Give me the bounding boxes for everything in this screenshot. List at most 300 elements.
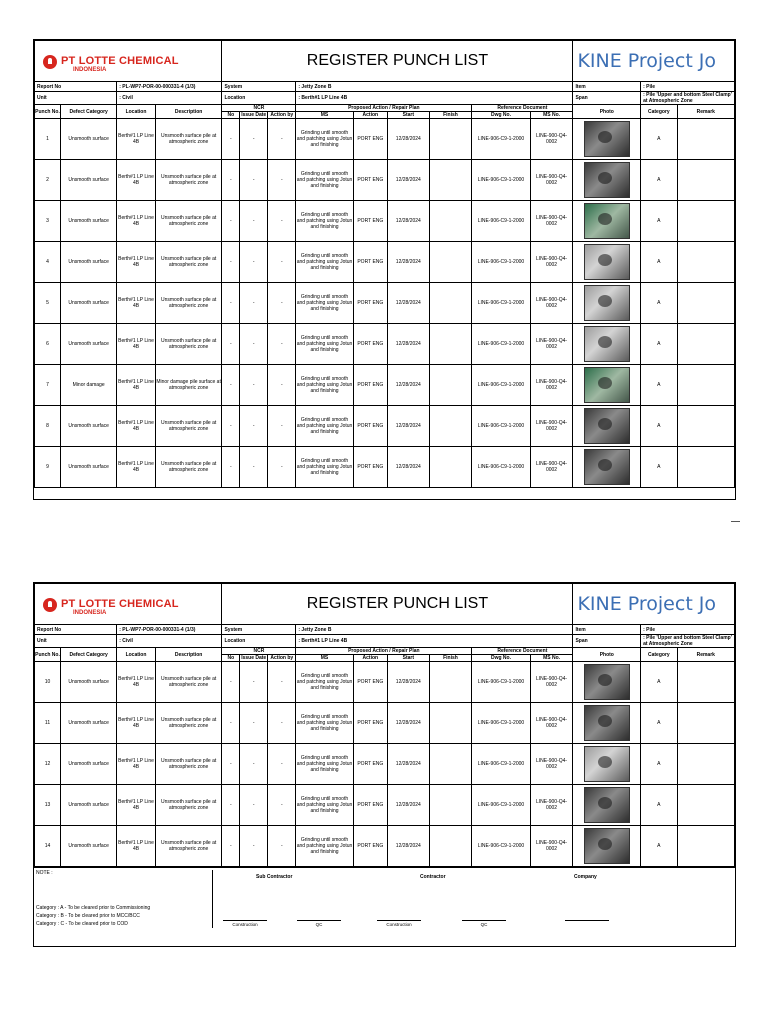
photo-cell: [573, 119, 641, 160]
action-cell: PORT ENG: [353, 406, 387, 447]
item-value: : Pile: [641, 625, 735, 635]
ncr-no-cell: -: [222, 447, 240, 488]
company-label: Company: [574, 874, 597, 880]
ncr-no-cell: -: [222, 662, 240, 703]
col-ms: MS: [296, 655, 353, 662]
dwg-no-cell: LINE-906-C9-1-2000: [472, 160, 530, 201]
col-ncr: NCR: [222, 648, 296, 655]
col-proposed: Proposed Action / Repair Plan: [296, 648, 472, 655]
action-cell: PORT ENG: [353, 703, 387, 744]
ms-no-cell: LINE-900-Q4-0002: [530, 447, 573, 488]
col-ncr-action-by: Action by: [268, 655, 296, 662]
report-no-value: : PL-WP7-POR-00-000331-4 (1/3): [117, 82, 222, 92]
defect-photo: [584, 408, 630, 444]
dwg-no-cell: LINE-906-C9-1-2000: [472, 201, 530, 242]
ms-no-cell: LINE-900-Q4-0002: [530, 703, 573, 744]
dwg-no-cell: LINE-906-C9-1-2000: [472, 744, 530, 785]
header-table: [34, 40, 735, 488]
col-location: Location: [117, 105, 156, 119]
finish-date-cell: [429, 242, 472, 283]
start-date-cell: 12/28/2024: [388, 242, 430, 283]
dwg-no-cell: LINE-906-C9-1-2000: [472, 242, 530, 283]
col-reference: Reference Document: [472, 648, 573, 655]
ncr-action-by-cell: -: [268, 324, 296, 365]
category-cell: A: [641, 283, 677, 324]
location-cell: Berth#1 LP Line 4B: [117, 662, 156, 703]
ms-no-cell: LINE-900-Q4-0002: [530, 119, 573, 160]
table-row: [35, 744, 735, 785]
method-statement-cell: Grinding until smooth and patching using Jotun and finishing: [296, 324, 353, 365]
ms-no-cell: LINE-900-Q4-0002: [530, 283, 573, 324]
start-date-cell: 12/28/2024: [388, 365, 430, 406]
finish-date-cell: [429, 406, 472, 447]
note-label: NOTE :: [36, 870, 53, 876]
defect-category-cell: Unsmooth surface: [61, 744, 117, 785]
start-date-cell: 12/28/2024: [388, 447, 430, 488]
signature-footer: [34, 867, 735, 928]
project-title: KINE Project Jo: [573, 584, 735, 625]
table-row: [35, 119, 735, 160]
finish-date-cell: [429, 703, 472, 744]
photo-cell: [573, 324, 641, 365]
sub-contractor-label: Sub Contractor: [256, 874, 293, 880]
finish-date-cell: [429, 283, 472, 324]
table-row: [35, 242, 735, 283]
description-cell: Unsmooth surface pile at atmospheric zone: [155, 703, 222, 744]
ncr-no-cell: -: [222, 201, 240, 242]
start-date-cell: 12/28/2024: [388, 324, 430, 365]
col-proposed: Proposed Action / Repair Plan: [296, 105, 472, 112]
start-date-cell: 12/28/2024: [388, 201, 430, 242]
action-cell: PORT ENG: [353, 365, 387, 406]
finish-date-cell: [429, 324, 472, 365]
ncr-issue-date-cell: -: [240, 160, 268, 201]
col-finish: Finish: [429, 655, 472, 662]
description-cell: Unsmooth surface pile at atmospheric zone: [155, 324, 222, 365]
description-cell: Unsmooth surface pile at atmospheric zone: [155, 744, 222, 785]
photo-cell: [573, 447, 641, 488]
punch-no-cell: 12: [35, 744, 61, 785]
location-label: Location: [222, 635, 296, 648]
col-dwg-no: Dwg No.: [472, 112, 530, 119]
punch-list-sheet-1: [33, 39, 736, 500]
ms-no-cell: LINE-900-Q4-0002: [530, 324, 573, 365]
defect-category-cell: Unsmooth surface: [61, 826, 117, 867]
dwg-no-cell: LINE-906-C9-1-2000: [472, 119, 530, 160]
ncr-issue-date-cell: -: [240, 283, 268, 324]
finish-date-cell: [429, 662, 472, 703]
start-date-cell: 12/28/2024: [388, 283, 430, 324]
ncr-no-cell: -: [222, 785, 240, 826]
category-cell: A: [641, 324, 677, 365]
location-value: : Berth#1 LP Line 4B: [296, 92, 573, 105]
dwg-no-cell: LINE-906-C9-1-2000: [472, 324, 530, 365]
table-row: [35, 785, 735, 826]
category-cell: A: [641, 201, 677, 242]
table-row: [35, 365, 735, 406]
construction-signature-1: Construction: [223, 920, 267, 927]
ncr-action-by-cell: -: [268, 703, 296, 744]
category-cell: A: [641, 785, 677, 826]
category-legend: [36, 904, 150, 928]
method-statement-cell: Grinding until smooth and patching using Jotun and finishing: [296, 365, 353, 406]
table-row: [35, 826, 735, 867]
col-punch-no: Punch No.: [35, 648, 61, 662]
description-cell: Unsmooth surface pile at atmospheric zone: [155, 826, 222, 867]
qc-signature-2: QC: [462, 920, 506, 927]
col-start: Start: [388, 112, 430, 119]
location-cell: Berth#1 LP Line 4B: [117, 406, 156, 447]
remark-cell: [677, 703, 734, 744]
finish-date-cell: [429, 785, 472, 826]
location-cell: Berth#1 LP Line 4B: [117, 826, 156, 867]
col-ncr-issue-date: Issue Date: [241, 655, 267, 661]
ncr-issue-date-cell: -: [240, 324, 268, 365]
defect-photo: [584, 449, 630, 485]
description-cell: Unsmooth surface pile at atmospheric zone: [155, 201, 222, 242]
punch-no-cell: 9: [35, 447, 61, 488]
remark-cell: [677, 201, 734, 242]
defect-photo: [584, 285, 630, 321]
ms-no-cell: LINE-900-Q4-0002: [530, 406, 573, 447]
construction-signature-2: Construction: [377, 920, 421, 927]
ncr-issue-date-cell: -: [240, 826, 268, 867]
ncr-action-by-cell: -: [268, 662, 296, 703]
defect-category-cell: Unsmooth surface: [61, 119, 117, 160]
qc-signature-1: QC: [297, 920, 341, 927]
page-title: REGISTER PUNCH LIST: [222, 584, 573, 625]
location-cell: Berth#1 LP Line 4B: [117, 283, 156, 324]
ncr-issue-date-cell: -: [240, 744, 268, 785]
ncr-action-by-cell: -: [268, 160, 296, 201]
col-reference: Reference Document: [472, 105, 573, 112]
defect-photo: [584, 664, 630, 700]
location-cell: Berth#1 LP Line 4B: [117, 703, 156, 744]
finish-date-cell: [429, 826, 472, 867]
ncr-issue-date-cell: -: [240, 201, 268, 242]
system-label: System: [222, 82, 296, 92]
location-cell: Berth#1 LP Line 4B: [117, 447, 156, 488]
action-cell: PORT ENG: [353, 826, 387, 867]
action-cell: PORT ENG: [353, 785, 387, 826]
method-statement-cell: Grinding until smooth and patching using Jotun and finishing: [296, 744, 353, 785]
span-label: Span: [573, 92, 641, 105]
ms-no-cell: LINE-900-Q4-0002: [530, 785, 573, 826]
start-date-cell: 12/28/2024: [388, 744, 430, 785]
ncr-issue-date-cell: -: [240, 365, 268, 406]
defect-category-cell: Unsmooth surface: [61, 703, 117, 744]
photo-cell: [573, 826, 641, 867]
category-cell: A: [641, 242, 677, 283]
action-cell: PORT ENG: [353, 744, 387, 785]
table-row: [35, 447, 735, 488]
photo-cell: [573, 242, 641, 283]
action-cell: PORT ENG: [353, 283, 387, 324]
item-value: : Pile: [641, 82, 735, 92]
method-statement-cell: Grinding until smooth and patching using Jotun and finishing: [296, 447, 353, 488]
defect-photo: [584, 203, 630, 239]
dwg-no-cell: LINE-906-C9-1-2000: [472, 785, 530, 826]
category-cell: A: [641, 447, 677, 488]
span-label: Span: [573, 635, 641, 648]
finish-date-cell: [429, 201, 472, 242]
company-sub: INDONESIA: [73, 609, 107, 616]
table-row: [35, 406, 735, 447]
unit-value: : Civil: [117, 635, 222, 648]
dwg-no-cell: LINE-906-C9-1-2000: [472, 283, 530, 324]
item-label: Item: [573, 82, 641, 92]
col-remark: Remark: [677, 105, 734, 119]
photo-cell: [573, 785, 641, 826]
report-no-label: Report No: [35, 625, 117, 635]
defect-category-cell: Unsmooth surface: [61, 201, 117, 242]
col-dwg-no: Dwg No.: [472, 655, 530, 662]
punch-no-cell: 4: [35, 242, 61, 283]
punch-no-cell: 6: [35, 324, 61, 365]
ms-no-cell: LINE-900-Q4-0002: [530, 201, 573, 242]
punch-rows-page-2: [35, 662, 735, 867]
defect-category-cell: Unsmooth surface: [61, 324, 117, 365]
col-ncr-action-by: Action by: [268, 112, 296, 119]
dwg-no-cell: LINE-906-C9-1-2000: [472, 826, 530, 867]
col-category: Category: [641, 105, 677, 119]
defect-category-cell: Unsmooth surface: [61, 785, 117, 826]
col-remark: Remark: [677, 648, 734, 662]
col-description: Description: [155, 105, 222, 119]
ncr-action-by-cell: -: [268, 119, 296, 160]
col-defect-category: Defect Category: [61, 648, 117, 662]
punch-no-cell: 7: [35, 365, 61, 406]
ncr-no-cell: -: [222, 703, 240, 744]
col-ncr-no: No: [222, 655, 240, 662]
finish-date-cell: [429, 119, 472, 160]
col-description: Description: [155, 648, 222, 662]
method-statement-cell: Grinding until smooth and patching using Jotun and finishing: [296, 826, 353, 867]
company-sub: INDONESIA: [73, 66, 107, 73]
description-cell: Unsmooth surface pile at atmospheric zone: [155, 119, 222, 160]
category-cell: A: [641, 662, 677, 703]
contractor-label: Contractor: [420, 874, 446, 880]
defect-category-cell: Unsmooth surface: [61, 160, 117, 201]
defect-photo: [584, 367, 630, 403]
ncr-action-by-cell: -: [268, 242, 296, 283]
remark-cell: [677, 406, 734, 447]
table-row: [35, 283, 735, 324]
col-photo: Photo: [573, 648, 641, 662]
punch-no-cell: 1: [35, 119, 61, 160]
ncr-no-cell: -: [222, 324, 240, 365]
dwg-no-cell: LINE-906-C9-1-2000: [472, 365, 530, 406]
ncr-issue-date-cell: -: [240, 406, 268, 447]
col-punch-no: Punch No.: [35, 105, 61, 119]
method-statement-cell: Grinding until smooth and patching using Jotun and finishing: [296, 662, 353, 703]
table-row: [35, 160, 735, 201]
remark-cell: [677, 785, 734, 826]
lotte-logo-icon: [43, 598, 57, 612]
header-table: [34, 583, 735, 867]
photo-cell: [573, 406, 641, 447]
table-row: [35, 201, 735, 242]
ncr-no-cell: -: [222, 283, 240, 324]
photo-cell: [573, 201, 641, 242]
defect-category-cell: Minor damage: [61, 365, 117, 406]
ncr-no-cell: -: [222, 242, 240, 283]
ncr-no-cell: -: [222, 365, 240, 406]
punch-no-cell: 8: [35, 406, 61, 447]
report-no-label: Report No: [35, 82, 117, 92]
action-cell: PORT ENG: [353, 662, 387, 703]
ncr-no-cell: -: [222, 119, 240, 160]
defect-category-cell: Unsmooth surface: [61, 447, 117, 488]
ncr-issue-date-cell: -: [240, 242, 268, 283]
defect-photo: [584, 326, 630, 362]
photo-cell: [573, 160, 641, 201]
system-value: : Jetty Zone B: [296, 82, 573, 92]
col-ms-no: MS No.: [530, 655, 573, 662]
col-category: Category: [641, 648, 677, 662]
ms-no-cell: LINE-900-Q4-0002: [530, 365, 573, 406]
description-cell: Unsmooth surface pile at atmospheric zone: [155, 283, 222, 324]
system-label: System: [222, 625, 296, 635]
col-action: Action: [353, 112, 387, 119]
unit-value: : Civil: [117, 92, 222, 105]
start-date-cell: 12/28/2024: [388, 703, 430, 744]
method-statement-cell: Grinding until smooth and patching using Jotun and finishing: [296, 119, 353, 160]
ncr-action-by-cell: -: [268, 406, 296, 447]
method-statement-cell: Grinding until smooth and patching using Jotun and finishing: [296, 406, 353, 447]
page-title: REGISTER PUNCH LIST: [222, 41, 573, 82]
ncr-issue-date-cell: -: [240, 703, 268, 744]
punch-no-cell: 10: [35, 662, 61, 703]
ms-no-cell: LINE-900-Q4-0002: [530, 160, 573, 201]
action-cell: PORT ENG: [353, 447, 387, 488]
unit-label: Unit: [35, 92, 117, 105]
remark-cell: [677, 119, 734, 160]
punch-no-cell: 14: [35, 826, 61, 867]
location-cell: Berth#1 LP Line 4B: [117, 744, 156, 785]
col-ms: MS: [296, 112, 353, 119]
category-cell: A: [641, 744, 677, 785]
defect-category-cell: Unsmooth surface: [61, 242, 117, 283]
remark-cell: [677, 744, 734, 785]
category-cell: A: [641, 365, 677, 406]
method-statement-cell: Grinding until smooth and patching using Jotun and finishing: [296, 160, 353, 201]
dwg-no-cell: LINE-906-C9-1-2000: [472, 447, 530, 488]
span-value: : Pile 'Upper and bottom Steel Clamp' at Atmospheric Zone: [641, 635, 735, 648]
ms-no-cell: LINE-900-Q4-0002: [530, 662, 573, 703]
system-value: : Jetty Zone B: [296, 625, 573, 635]
item-label: Item: [573, 625, 641, 635]
col-ncr-no: No: [222, 112, 240, 119]
punch-rows-page-1: [35, 119, 735, 488]
category-a-note: Category : A - To be cleared prior to Commissioning: [36, 905, 151, 911]
method-statement-cell: Grinding until smooth and patching using Jotun and finishing: [296, 703, 353, 744]
finish-date-cell: [429, 365, 472, 406]
col-action: Action: [353, 655, 387, 662]
remark-cell: [677, 324, 734, 365]
lotte-logo-icon: [43, 55, 57, 69]
photo-cell: [573, 744, 641, 785]
company-signature: [565, 920, 609, 922]
report-no-value: : PL-WP7-POR-00-000331-4 (1/3): [117, 625, 222, 635]
ncr-action-by-cell: -: [268, 744, 296, 785]
punch-list-sheet-2: [33, 582, 736, 947]
action-cell: PORT ENG: [353, 324, 387, 365]
description-cell: Unsmooth surface pile at atmospheric zone: [155, 662, 222, 703]
category-c-note: Category : C - To be cleared prior to COD: [36, 921, 128, 927]
method-statement-cell: Grinding until smooth and patching using Jotun and finishing: [296, 242, 353, 283]
photo-cell: [573, 662, 641, 703]
company-logo: [35, 41, 222, 82]
category-cell: A: [641, 703, 677, 744]
description-cell: Unsmooth surface pile at atmospheric zone: [155, 785, 222, 826]
company-name: PT LOTTE CHEMICAL: [61, 54, 179, 67]
start-date-cell: 12/28/2024: [388, 785, 430, 826]
description-cell: Unsmooth surface pile at atmospheric zone: [155, 242, 222, 283]
category-cell: A: [641, 826, 677, 867]
col-ms-no: MS No.: [530, 112, 573, 119]
ncr-issue-date-cell: -: [240, 447, 268, 488]
page-break-mark: [731, 521, 740, 522]
description-cell: Unsmooth surface pile at atmospheric zone: [155, 406, 222, 447]
finish-date-cell: [429, 744, 472, 785]
remark-cell: [677, 242, 734, 283]
method-statement-cell: Grinding until smooth and patching using Jotun and finishing: [296, 283, 353, 324]
action-cell: PORT ENG: [353, 242, 387, 283]
col-ncr-issue-date: Issue Date: [241, 112, 267, 118]
start-date-cell: 12/28/2024: [388, 119, 430, 160]
punch-no-cell: 13: [35, 785, 61, 826]
remark-cell: [677, 662, 734, 703]
table-row: [35, 662, 735, 703]
ncr-action-by-cell: -: [268, 201, 296, 242]
ms-no-cell: LINE-900-Q4-0002: [530, 242, 573, 283]
notes-block: [36, 870, 213, 928]
company-name: PT LOTTE CHEMICAL: [61, 597, 179, 610]
start-date-cell: 12/28/2024: [388, 826, 430, 867]
ncr-no-cell: -: [222, 160, 240, 201]
category-cell: A: [641, 406, 677, 447]
punch-no-cell: 11: [35, 703, 61, 744]
defect-photo: [584, 705, 630, 741]
punch-no-cell: 2: [35, 160, 61, 201]
start-date-cell: 12/28/2024: [388, 406, 430, 447]
company-logo: [35, 584, 222, 625]
location-cell: Berth#1 LP Line 4B: [117, 201, 156, 242]
remark-cell: [677, 365, 734, 406]
col-start: Start: [388, 655, 430, 662]
defect-photo: [584, 121, 630, 157]
description-cell: Unsmooth surface pile at atmospheric zone: [155, 447, 222, 488]
ncr-issue-date-cell: -: [240, 662, 268, 703]
photo-cell: [573, 703, 641, 744]
category-b-note: Category : B - To be cleared prior to MCC/BCC: [36, 913, 140, 919]
remark-cell: [677, 160, 734, 201]
action-cell: PORT ENG: [353, 201, 387, 242]
defect-photo: [584, 787, 630, 823]
location-cell: Berth#1 LP Line 4B: [117, 365, 156, 406]
finish-date-cell: [429, 447, 472, 488]
ncr-no-cell: -: [222, 406, 240, 447]
defect-photo: [584, 244, 630, 280]
ms-no-cell: LINE-900-Q4-0002: [530, 744, 573, 785]
category-cell: A: [641, 119, 677, 160]
ncr-action-by-cell: -: [268, 447, 296, 488]
col-photo: Photo: [573, 105, 641, 119]
description-cell: Minor damage pile surface at atmospheric zone: [155, 365, 222, 406]
span-value: : Pile 'Upper and bottom Steel Clamp' at Atmospheric Zone: [641, 92, 735, 105]
defect-photo: [584, 746, 630, 782]
